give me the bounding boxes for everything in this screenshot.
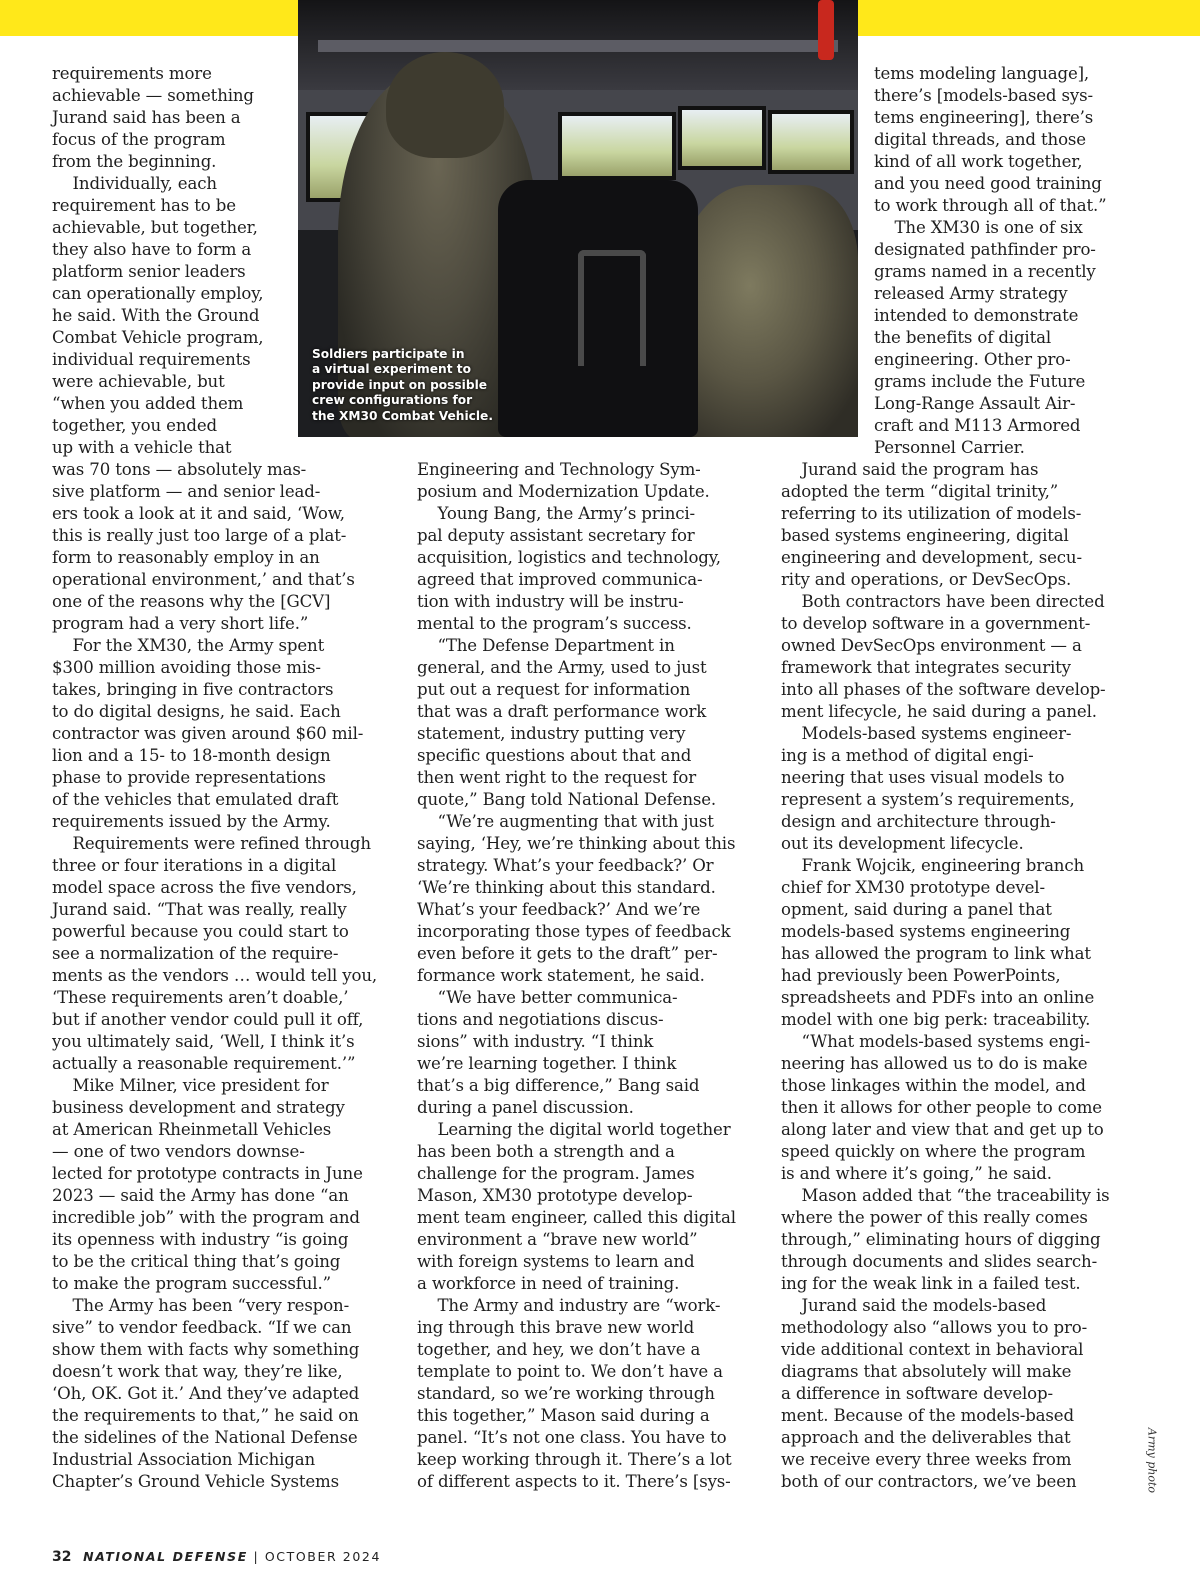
photo-fire-extinguisher	[818, 0, 834, 60]
page-number: 32	[52, 1549, 72, 1565]
photo-credit: Army photo	[1145, 1427, 1159, 1494]
photo-ceiling	[298, 0, 858, 90]
article-column-1: was 70 tons — absolutely mas- sive platform — and senior lead- ers took a look at it and said, ‘Wow, this is really just too large of a plat- form to reasonably employ in an operational environment,’ and that’s one of the reasons why the [GCV] program had a very short life.” For the XM30, the Army spent $300 million avoiding those mis- takes, bringing in five contractors to do digital designs, he said. Each contractor was given around $60 mil- lion and a 15- to 18-month design phase to provide representations of the vehicles that emulated draft requirements issued by the Army. Requirements were refined through three or four iterations in a digital model space across the five vendors, Jurand said. “That was really, really powerful because you could start to see a normalization of the require- ments as the vendors … would tell you, ‘These requirements aren’t doable,’ but if another vendor could pull it off, you ultimately said, ‘Well, I think it’s actually a reasonable requirement.’” Mike Milner, vice president for business development and strategy at American Rheinmetall Vehicles — one of two vendors downse- lected for prototype contracts in June 2023 — said the Army has done “an incredible job” with the program and its openness with industry “is going to be the critical thing that’s going to make the program successful.” The Army has been “very respon- sive” to vendor feedback. “If we can show them with facts why something doesn’t work that way, they’re like, ‘Oh, OK. Got it.’ And they’ve adapted the requirements to that,” he said on the sidelines of the National Defense Industrial Association Michigan Chapter’s Ground Vehicle Systems	[52, 460, 378, 1491]
article-column-3: Jurand said the program has adopted the term “digital trinity,” referring to its utilization of models- based systems engineering, digital engineering and development, secu- rity and operations, or DevSecOps. Both contractors have been directed to develop software in a government- owned DevSecOps environment — a framework that integrates security into all phases of the software develop- ment lifecycle, he said during a panel. Models-based systems engineer- ing is a method of digital engi- neering that uses visual models to represent a system’s requirements, design and architecture through- out its development lifecycle. Frank Wojcik, engineering branch chief for XM30 prototype devel- opment, said during a panel that models-based systems engineering has allowed the program to link what had previously been PowerPoints, spreadsheets and PDFs into an online model with one big perk: traceability. “What models-based systems engi- neering has allowed us to do is make those linkages within the model, and then it allows for other people to come along later and view that and get up to speed quickly on where the program is and where it’s going,” he said. Mason added that “the traceability is where the power of this really comes through,” eliminating hours of digging through documents and slides search- ing for the weak link in a failed test. Jurand said the models-based methodology also “allows you to pro- vide additional context in behavioral diagrams that absolutely will make a difference in software develop- ment. Because of the models-based approach and the deliverables that we receive every three weeks from both of our contractors, we’ve been	[781, 460, 1110, 1491]
article-column-2: Engineering and Technology Sym- posium and Modernization Update. Young Bang, the Army’s princi- pal deputy assistant secretary for acquisition, logistics and technology, agreed that improved communica- tion with industry will be instru- mental to the program’s success. “The Defense Department in general, and the Army, used to just put out a request for information that was a draft performance work statement, industry putting very specific questions about that and then went right to the request for quote,” Bang told National Defense. “We’re augmenting that with just saying, ‘Hey, we’re thinking about this strategy. What’s your feedback?’ Or ‘We’re thinking about this standard. What’s your feedback?’ And we’re incorporating those types of feedback even before it gets to the draft” per- formance work statement, he said. “We have better communica- tions and negotiations discus- sions” with industry. “I think we’re learning together. I think that’s a big difference,” Bang said during a panel discussion. Learning the digital world together has been both a strength and a challenge for the program. James Mason, XM30 prototype develop- ment team engineer, called this digital environment a “brave new world” with foreign systems to learn and a workforce in need of training. The Army and industry are “work- ing through this brave new world together, and hey, we don’t have a template to point to. We don’t have a standard, so we’re working through this together,” Mason said during a panel. “It’s not one class. You have to keep working through it. There’s a lot of different aspects to it. There’s [sys-	[417, 460, 736, 1491]
photo-caption: Soldiers participate in a virtual experiment to provide input on possible crew configurations for the XM30 Combat Vehicle.	[312, 347, 493, 423]
page-footer	[52, 1549, 381, 1565]
footer-separator: |	[253, 1549, 260, 1564]
article-photo	[298, 0, 858, 437]
photo-seat-frame	[578, 250, 646, 366]
article-column-3-top: tems modeling language], there’s [models-based sys- tems engineering], there’s digital threads, and those kind of all work together, and you need good training to work through all of that.” The XM30 is one of six designated pathfinder pro- grams named in a recently released Army strategy intended to demonstrate the benefits of digital engineering. Other pro- grams include the Future Long-Range Assault Air- craft and M113 Armored Personnel Carrier.	[874, 64, 1107, 457]
photo-soldier-right	[678, 185, 858, 437]
photo-monitor	[678, 106, 766, 170]
article-column-1-top: requirements more achievable — something Jurand said has been a focus of the program from the beginning. Individually, each requirement has to be achievable, but together, they also have to form a platform senior leaders can operationally employ, he said. With the Ground Combat Vehicle program, individual requirements were achievable, but “when you added them together, you ended up with a vehicle that	[52, 64, 264, 457]
photo-monitor	[558, 112, 676, 180]
publication-name: NATIONAL DEFENSE	[83, 1549, 248, 1564]
photo-monitor	[768, 110, 854, 174]
issue-date: OCTOBER 2024	[264, 1549, 382, 1564]
photo-soldier-helmet	[386, 52, 504, 158]
